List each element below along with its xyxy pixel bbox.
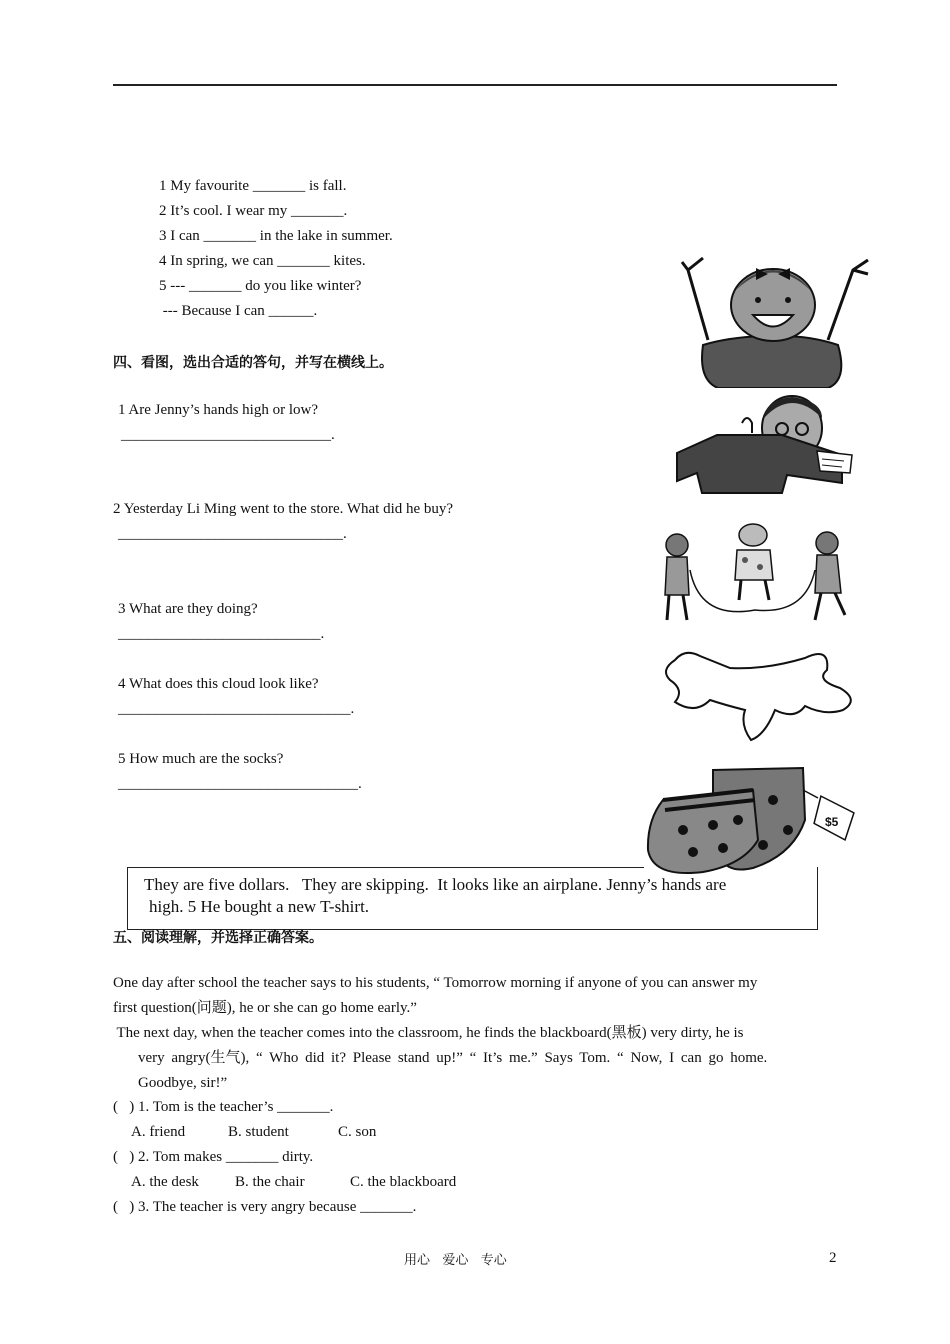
q2-option-b[interactable]: B. the chair	[235, 1174, 305, 1190]
answer-box-text	[144, 874, 726, 918]
blank-item-4: 4 In spring, we can _______ kites.	[159, 253, 366, 269]
blank-item-2: 2 It’s cool. I wear my _______.	[159, 203, 348, 219]
q1-option-a[interactable]: A. friend	[131, 1124, 186, 1140]
page-number: 2	[829, 1250, 837, 1266]
section5-heading: 五、阅读理解，并选择正确答案。	[113, 930, 323, 946]
reading-question-3: ( ) 3. The teacher is very angry because _______.	[113, 1199, 417, 1215]
girl-hands-high-picture	[678, 250, 878, 388]
passage-line-3: The next day, when the teacher comes into the classroom, he finds the blackboard(黑板) very dirty, he is	[113, 1025, 744, 1041]
answer-box-line-1: They are five dollars. They are skipping. It looks like an airplane. Jenny’s hands are	[144, 875, 727, 894]
man-with-tshirt-picture	[672, 393, 877, 498]
passage-line-4: very angry(生气), “ Who did it? Please stand up!” “ It’s me.” Says Tom. “ Now, I can go home.	[138, 1050, 768, 1066]
q2-option-c[interactable]: C. the blackboard	[350, 1174, 457, 1190]
q1-option-c[interactable]: C. son	[338, 1124, 377, 1140]
s4-answer-line-1[interactable]: ____________________________.	[121, 427, 335, 443]
passage-line-5: Goodbye, sir!”	[138, 1075, 228, 1091]
s4-answer-line-2[interactable]: ______________________________.	[118, 526, 347, 542]
passage-line-2: first question(问题), he or she can go home early.”	[113, 1000, 417, 1016]
q1-option-b[interactable]: B. student	[228, 1124, 289, 1140]
blank-item-1: 1 My favourite _______ is fall.	[159, 178, 347, 194]
airplane-cloud-picture	[655, 640, 860, 750]
price-tag-text: $5	[825, 815, 839, 829]
s4-question-2: 2 Yesterday Li Ming went to the store. What did he buy?	[113, 501, 454, 517]
blank-item-5-answer: --- Because I can ______.	[159, 303, 318, 319]
s4-answer-line-4[interactable]: _______________________________.	[118, 701, 355, 717]
s4-question-5: 5 How much are the socks?	[118, 751, 284, 767]
footer-motto: 用心 爱心 专心	[404, 1253, 507, 1268]
children-skipping-picture	[655, 515, 865, 630]
header-rule	[113, 84, 837, 86]
s4-question-4: 4 What does this cloud look like?	[118, 676, 319, 692]
s4-answer-line-5[interactable]: ________________________________.	[118, 776, 362, 792]
blank-item-3: 3 I can _______ in the lake in summer.	[159, 228, 393, 244]
socks-with-price-tag-picture	[643, 760, 863, 878]
s4-question-3: 3 What are they doing?	[118, 601, 258, 617]
reading-question-1: ( ) 1. Tom is the teacher’s _______.	[113, 1099, 334, 1115]
reading-question-2: ( ) 2. Tom makes _______ dirty.	[113, 1149, 314, 1165]
s4-answer-line-3[interactable]: ___________________________.	[118, 626, 325, 642]
section4-heading: 四、看图，选出合适的答句，并写在横线上。	[113, 355, 393, 371]
blank-item-5: 5 --- _______ do you like winter?	[159, 278, 362, 294]
answer-box-line-2: high. 5 He bought a new T-shirt.	[149, 897, 370, 916]
q2-option-a[interactable]: A. the desk	[131, 1174, 199, 1190]
s4-question-1: 1 Are Jenny’s hands high or low?	[118, 402, 318, 418]
passage-line-1: One day after school the teacher says to his students, “ Tomorrow morning if anyone of you can answer my	[113, 975, 758, 991]
